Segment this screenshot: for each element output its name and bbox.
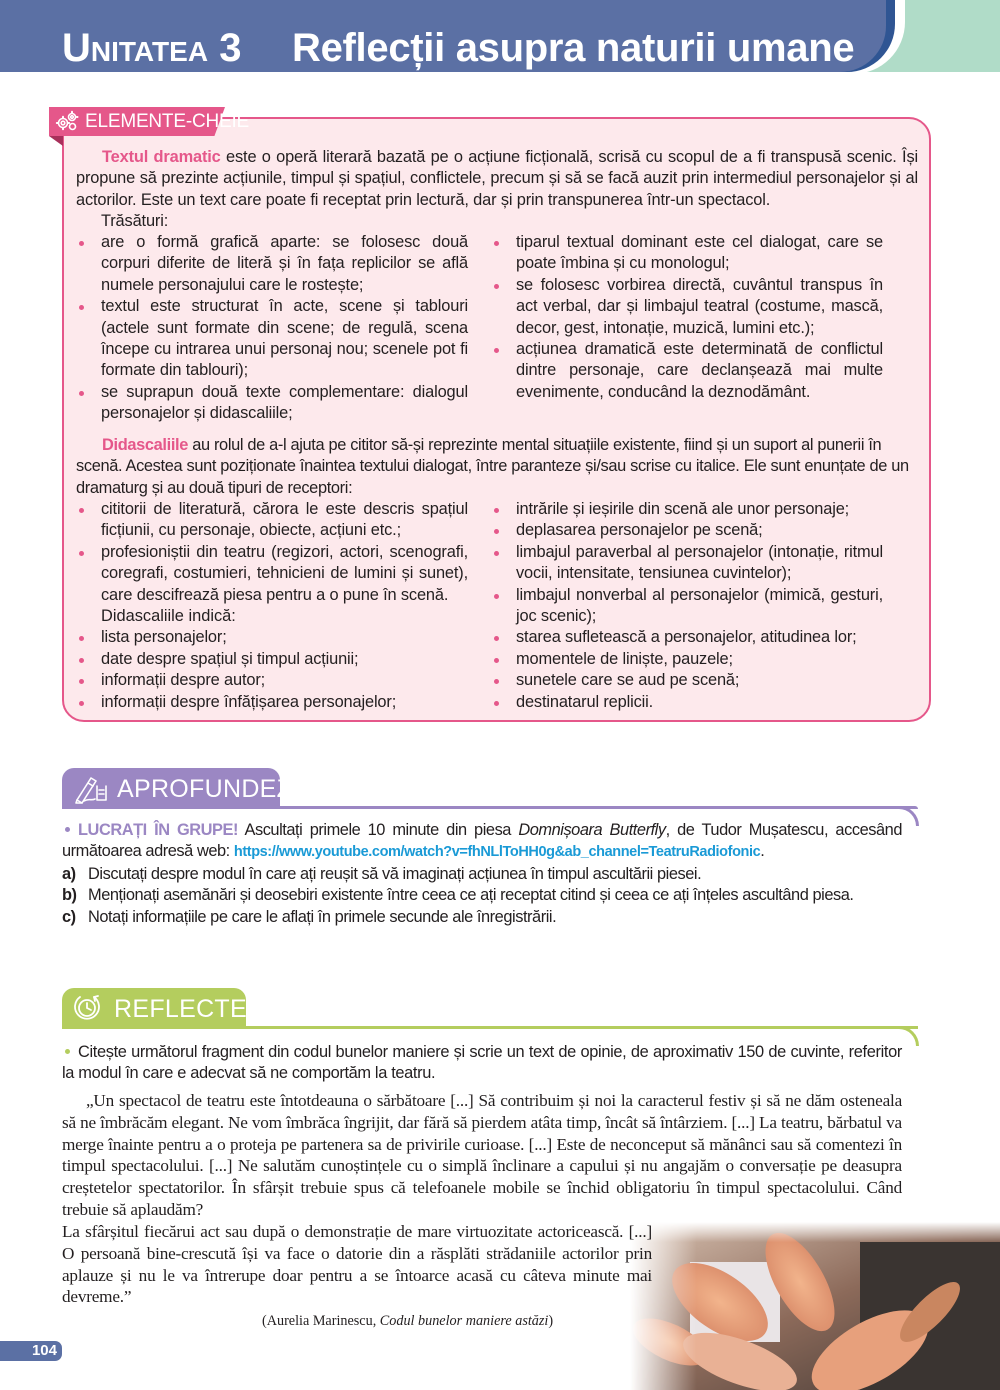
youtube-link[interactable]: https://www.youtube.com/watch?v=fhNLlToHH0g&ab_channel=TeatruRadiofonic <box>233 844 761 861</box>
traits-label: Trăsături: <box>101 212 169 230</box>
indicates-label: Didascaliile indică: <box>101 607 236 626</box>
unit-label: UNITATEA 3 <box>62 26 242 70</box>
aprofundez-title: APROFUNDEZ <box>117 775 293 803</box>
bullet-icon <box>65 827 70 832</box>
key-elements-title: ELEMENTE-CHEIE <box>85 111 250 132</box>
list-item: cititorii de literatură, cărora le este descris spațiul ficțiunii, cu personaje, obiecte, acțiuni etc.; <box>76 499 468 542</box>
list-item: intrările și ieșirile din scenă ale unor personaje; <box>491 499 883 520</box>
task-item: a) Discutați despre modul în care ați reușit să vă imaginați acțiunea în timpul ascultării piesei. <box>62 865 702 883</box>
list-item: are o formă grafică aparte: se folosesc două corpuri diferite de literă și în fața replicilor se află numele personajului care le rostește; <box>76 232 468 296</box>
list-item: textul este structurat în acte, scene și tablouri (actele sunt formate din scene; de regulă, scena începe cu intrarea unui personaj nou; scenele pot fi formate din tablouri); <box>76 296 468 382</box>
list-item: deplasarea personajelor pe scenă; <box>491 520 883 541</box>
gears-icon <box>55 110 79 132</box>
list-item: destinatarul replicii. <box>491 692 883 713</box>
receivers-left-column <box>76 499 468 713</box>
key-elements-tab-fold <box>49 136 63 146</box>
list-item: lista personajelor; <box>76 627 468 648</box>
list-item: sunetele care se aud pe scenă; <box>491 670 883 691</box>
list-item: limbajul nonverbal al personajelor (mimică, gesturi, joc scenic); <box>491 585 883 628</box>
term-didascaliile: Didascaliile <box>102 436 188 454</box>
list-item: informații despre autor; <box>76 670 468 691</box>
list-item: limbajul paraverbal al personajelor (intonație, ritmul vocii, intensitate, tensiunea cuvintelor); <box>491 542 883 585</box>
list-item: informații despre înfățișarea personajelor; <box>76 692 468 713</box>
quote-paragraph-continued: La sfârșitul fiecărui act sau după o demonstrație de mare virtuozitate actoricească. [...] O persoană bine-crescută își va face o datorie din a răsplăti strădaniile actorilor prin aplauze și nu le va întrerupe doar pentru a se întoarce acasă cu câteva minute mai devreme.” <box>62 1222 652 1307</box>
reflectez-instruction: Citește următorul fragment din codul bunelor maniere și scrie un text de opinie, de aproximativ 150 de cuvinte, referitor la modul în care e adecvat să ne comportăm la teatru. <box>62 1043 902 1083</box>
list-item: tiparul textual dominant este cel dialogat, care se poate îmbina și cu monologul; <box>491 232 883 275</box>
clock-rotate-icon <box>72 993 102 1023</box>
list-item: acțiunea dramatică este determinată de conflictul dintre personaje, care declanșează mai multe evenimente, conducând la deznodământ. <box>491 339 883 403</box>
list-item: starea sufletească a personajelor, atitudinea lor; <box>491 627 883 648</box>
aprofundez-instruction: LUCRAȚI ÎN GRUPE! Ascultați primele 10 minute din piesa Domnișoara Butterfly, de Tudor Mușatescu, accesând următoarea adresă web: https://www.youtube.com/watch?v=fhNLlToHH0g&ab_channel=TeatruRadiofonic. <box>62 821 902 861</box>
list-item: date despre spațiul și timpul acțiunii; <box>76 649 468 670</box>
quote-paragraph: „Un spectacol de teatru este întotdeauna o sărbătoare [...] Să contribuim și noi la caracterul festiv și să ne dăm osteneala să ne îmbrăcăm elegant. Ne vom îmbrăca îngrijit, dar fără să pierdem atâta timp, încât să întârziem. [...] La teatru, bărbatul va merge înainte pentru a o proteja pe partenera sa de privirile curioase. [...] Este de neconceput să mănânci sau să comentezi în timpul spectacolului. [...] Ne salutăm cunoștințele cu o simplă înclinare a capului și nu angajăm o conversație pe deasupra creștetelor spectatorilor. În sfârșit trebuie spus că telefoanele mobile se închid obligatoriu în timpul spectacolului. Când trebuie să aplaudăm? <box>62 1091 902 1219</box>
quote-source: (Aurelia Marinescu, Codul bunelor maniere astăzi) <box>262 1313 554 1329</box>
indicates-right-column <box>491 499 883 713</box>
reflectez-rule <box>62 1026 918 1029</box>
list-item: se suprapun două texte complementare: dialogul personajelor și didascaliile; <box>76 382 468 425</box>
traits-left-column <box>76 232 468 425</box>
pen-writing-icon <box>73 774 109 804</box>
page-title: Reflecții asupra naturii umane <box>292 26 855 70</box>
didascalii-definition: Didascaliile au rolul de a-l ajuta pe cititor să-și reprezinte mental situațiile existente, fiind și un suport al punerii în scenă. Acestea sunt poziționate înaintea textului dialogat, între paranteze și/sau scrise cu italice. Ele sunt enunțate de un dramaturg și au două tipuri de receptori: <box>76 436 909 497</box>
term-textul-dramatic: Textul dramatic <box>102 148 221 166</box>
page-number: 104 <box>0 1341 62 1361</box>
clapping-hands-photo <box>630 1222 1000 1390</box>
reflectez-title: REFLECTEZ <box>114 995 263 1023</box>
list-item: momentele de liniște, pauzele; <box>491 649 883 670</box>
task-item: c) Notați informațiile pe care le aflați în primele secunde ale înregistrării. <box>62 907 557 926</box>
aprofundez-tasks <box>62 864 912 928</box>
task-item: b) Menționați asemănări și deosebiri existente între ceea ce ați receptat citind și ceea ce ați înțeles ascultând piesa. <box>62 886 854 905</box>
list-item: se folosesc vorbirea directă, cuvântul transpus în act verbal, dar și limbajul teatral (costume, mască, decor, gest, intonație, muzică, lumini etc.); <box>491 275 883 339</box>
bullet-icon <box>65 1049 70 1054</box>
dramatic-text-definition: Textul dramatic este o operă literară bazată pe o acțiune ficțională, scrisă cu scopul de a fi transpusă scenic. Își propune să prezinte acțiunile, timpul și spațiul, conflictele, precum și să se facă auzit prin intermediul personajelor și al actorilor. Este un text care poate fi receptat prin lectură, dar și prin transpunerea într-un spectacol. <box>76 148 919 209</box>
list-item: profesioniștii din teatru (regizori, actori, scenografi, coregrafi, costumieri, tehnicieni de lumini și sunet), care descifrează piesa pentru a o pune în scenă. <box>76 542 468 606</box>
aprofundez-rule <box>62 806 918 809</box>
traits-right-column <box>491 232 883 403</box>
